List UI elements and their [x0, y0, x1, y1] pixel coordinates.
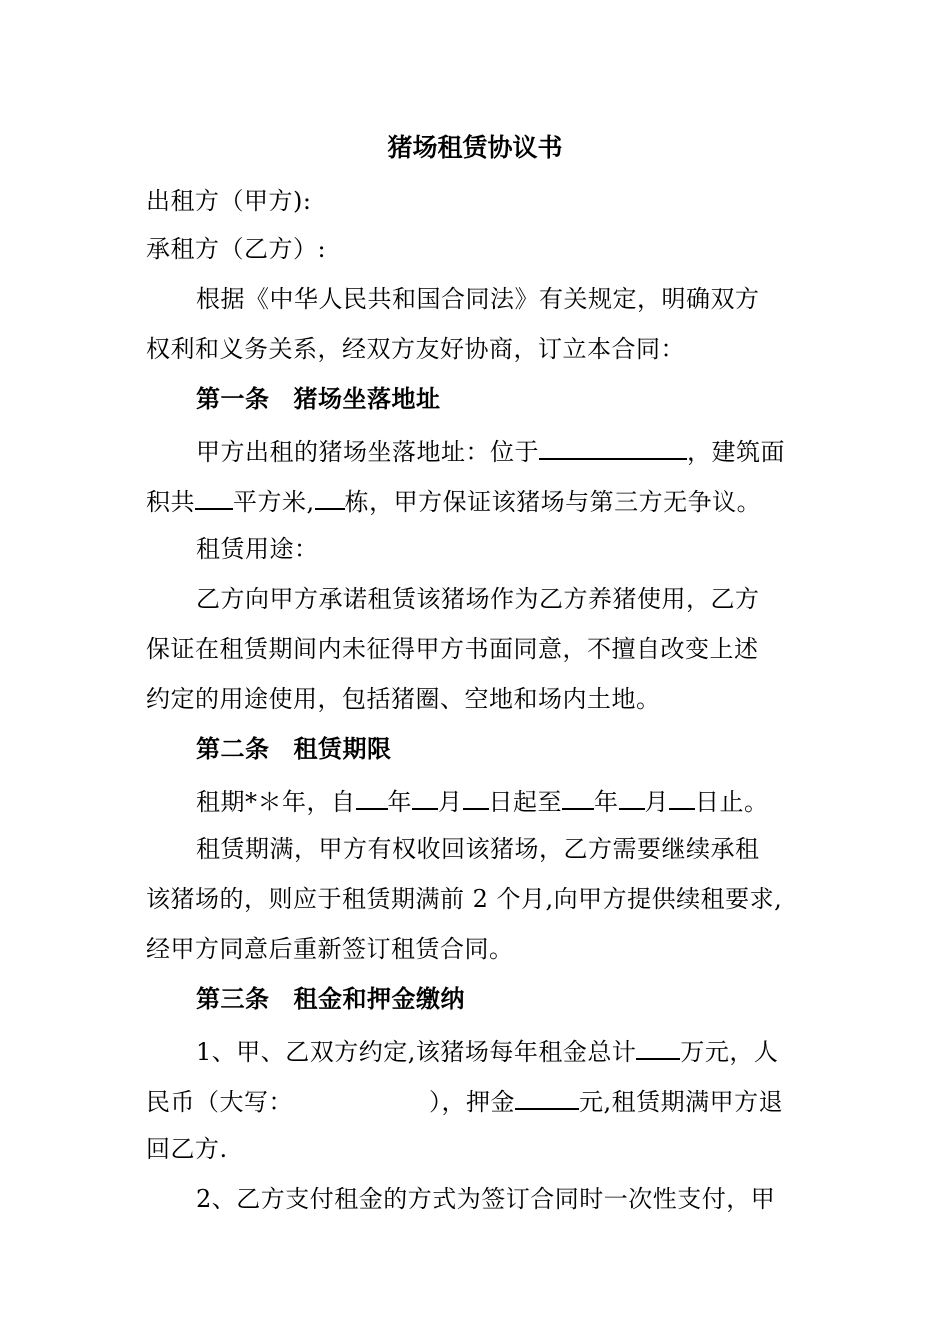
- rent-uppercase-label: 民币（大写：: [146, 1088, 293, 1116]
- end-year-blank: [562, 784, 594, 810]
- rent-unit: 万元，人: [680, 1038, 779, 1066]
- preamble-line-1: [196, 284, 806, 314]
- start-month-label: 月: [438, 788, 463, 816]
- term-line: [196, 784, 806, 817]
- renew-line-1: [196, 834, 806, 864]
- renew-line-3: 经甲方同意后重新签订租赁合同。: [146, 935, 514, 963]
- payment-line-1: [196, 1184, 806, 1214]
- end-month-label: 月: [644, 788, 669, 816]
- renew-line-2: 该猪场的，则应于租赁期满前 2 个月,向甲方提供续租要求,: [146, 885, 783, 913]
- article-2-heading: [196, 734, 806, 764]
- usage-text-1: 乙方向甲方承诺租赁该猪场作为乙方养猪使用，乙方: [196, 585, 760, 613]
- article-3-heading: [196, 984, 806, 1014]
- payment-text-1: 2、乙方支付租金的方式为签订合同时一次性支付，甲: [196, 1185, 776, 1213]
- rent-line-2: [146, 1084, 806, 1117]
- lessor-line: 出租方（甲方):: [146, 187, 312, 215]
- term-prefix: 租期*＊年，自: [196, 788, 356, 816]
- rent-prefix: 1、甲、乙双方约定,该猪场每年租金总计: [196, 1038, 637, 1066]
- document-title: 猪场租赁协议书: [387, 133, 563, 162]
- end-month-blank: [619, 784, 645, 810]
- building-count-blank: [315, 484, 345, 510]
- deposit-label: ），押金: [429, 1088, 515, 1116]
- article-2-number: 第二条: [196, 734, 270, 763]
- article-1-number: 第一条: [196, 384, 270, 413]
- building-statement: 栋，甲方保证该猪场与第三方无争议。: [344, 488, 762, 516]
- start-year-label: 年: [387, 788, 412, 816]
- article-3-title: 租金和押金缴纳: [293, 984, 465, 1013]
- preamble-text-1: 根据《中华人民共和国合同法》有关规定，明确双方: [196, 285, 760, 313]
- article-1-heading: [196, 384, 806, 414]
- start-month-blank: [412, 784, 438, 810]
- area-blank: [195, 484, 233, 510]
- usage-line-2: 保证在租赁期间内未征得甲方书面同意，不擅自改变上述: [146, 635, 759, 663]
- end-year-label: 年: [594, 788, 619, 816]
- address-blank: [539, 434, 687, 460]
- article-1-title: 猪场坐落地址: [293, 384, 441, 413]
- article-1-line-1: [196, 434, 806, 467]
- article-3-number: 第三条: [196, 984, 270, 1013]
- preamble-line-2: 权利和义务关系，经双方友好协商，订立本合同：: [146, 335, 685, 363]
- usage-label: 租赁用途：: [196, 535, 319, 563]
- deposit-blank: [515, 1084, 579, 1110]
- annual-rent-blank: [636, 1034, 680, 1060]
- deposit-statement: 元,租赁期满甲方退: [579, 1088, 784, 1116]
- start-day-blank: [463, 784, 489, 810]
- area-prefix: 积共: [146, 488, 195, 516]
- start-day-label: 日起至: [488, 788, 562, 816]
- rent-line-1: [196, 1034, 806, 1067]
- article-2-title: 租赁期限: [293, 734, 392, 763]
- end-day-blank: [669, 784, 695, 810]
- area-label: ，建筑面: [687, 438, 785, 466]
- usage-line-3: 约定的用途使用，包括猪圈、空地和场内土地。: [146, 685, 661, 713]
- area-unit: 平方米,: [233, 488, 315, 516]
- renew-text-1: 租赁期满，甲方有权收回该猪场，乙方需要继续承租: [196, 835, 760, 863]
- rent-line-3: 回乙方.: [146, 1135, 228, 1163]
- article-1-line-2: [146, 484, 806, 517]
- usage-line-1: [196, 584, 806, 614]
- start-year-blank: [356, 784, 388, 810]
- address-label: 甲方出租的猪场坐落地址：位于: [196, 438, 539, 466]
- lessee-line: 承租方（乙方）:: [146, 235, 327, 263]
- end-day-label: 日止。: [695, 788, 769, 816]
